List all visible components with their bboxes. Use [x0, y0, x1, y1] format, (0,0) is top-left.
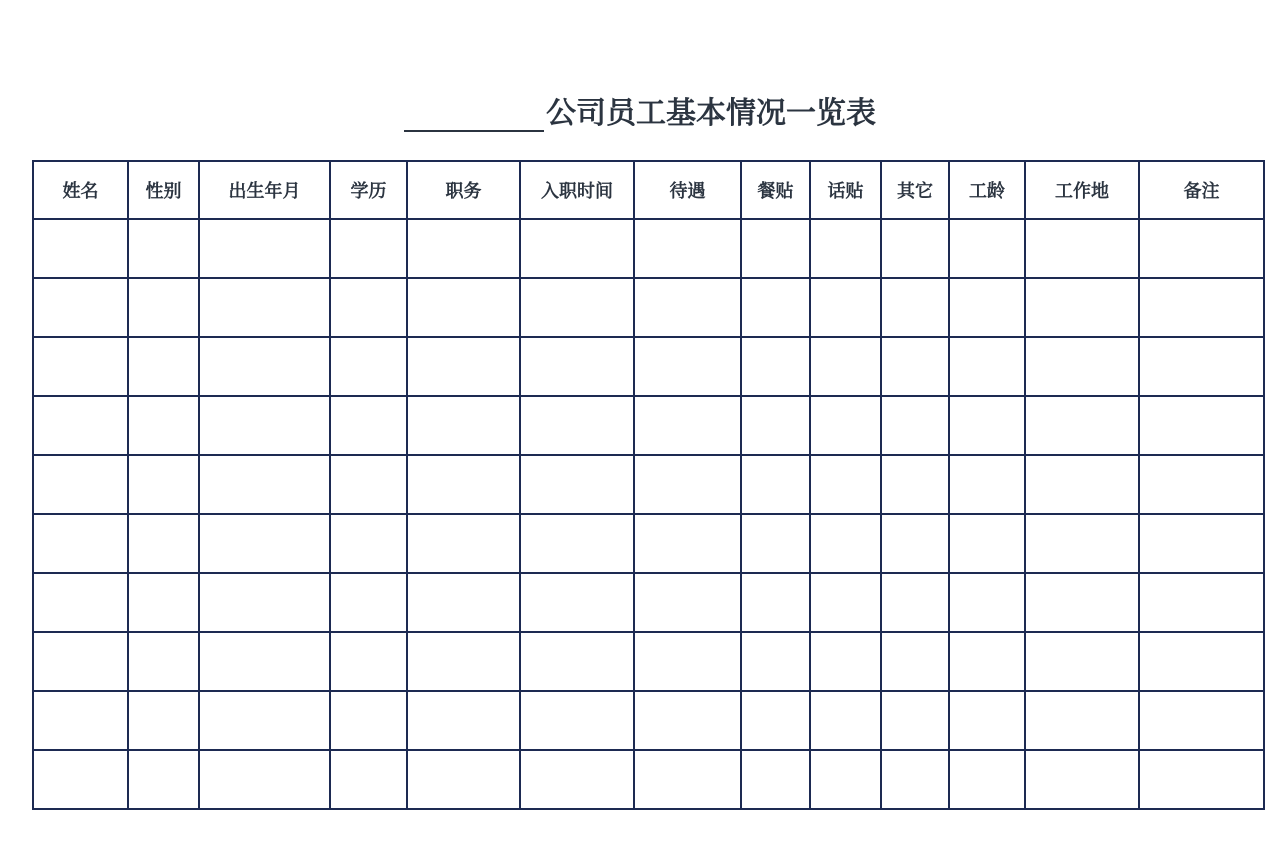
table-cell[interactable]	[741, 337, 810, 396]
table-cell[interactable]	[949, 278, 1025, 337]
table-cell[interactable]	[520, 455, 634, 514]
employee-table	[32, 160, 1265, 810]
table-cell[interactable]	[881, 278, 949, 337]
column-header-phone-allowance: 话贴	[810, 161, 881, 219]
table-cell[interactable]	[810, 455, 881, 514]
table-cell[interactable]	[128, 691, 199, 750]
table-cell[interactable]	[881, 337, 949, 396]
table-cell[interactable]	[199, 632, 330, 691]
table-cell[interactable]	[634, 337, 741, 396]
table-cell[interactable]	[33, 573, 128, 632]
table-cell[interactable]	[1025, 632, 1139, 691]
table-cell[interactable]	[810, 219, 881, 278]
table-cell[interactable]	[1025, 396, 1139, 455]
table-cell[interactable]	[881, 750, 949, 809]
table-cell[interactable]	[128, 750, 199, 809]
table-cell[interactable]	[407, 278, 520, 337]
table-cell[interactable]	[1025, 750, 1139, 809]
table-cell[interactable]	[1139, 632, 1264, 691]
table-cell[interactable]	[128, 219, 199, 278]
table-cell[interactable]	[1139, 514, 1264, 573]
table-cell[interactable]	[741, 455, 810, 514]
table-cell[interactable]	[634, 691, 741, 750]
table-cell[interactable]	[199, 278, 330, 337]
column-header-position: 职务	[407, 161, 520, 219]
table-cell[interactable]	[520, 632, 634, 691]
table-cell[interactable]	[1139, 396, 1264, 455]
table-cell[interactable]	[407, 514, 520, 573]
table-cell[interactable]	[881, 514, 949, 573]
table-cell[interactable]	[33, 750, 128, 809]
table-cell[interactable]	[741, 632, 810, 691]
table-cell[interactable]	[33, 514, 128, 573]
column-header-education: 学历	[330, 161, 407, 219]
table-cell[interactable]	[520, 514, 634, 573]
table-cell[interactable]	[33, 632, 128, 691]
column-header-seniority: 工龄	[949, 161, 1025, 219]
table-cell[interactable]	[407, 750, 520, 809]
table-cell[interactable]	[33, 278, 128, 337]
table-cell[interactable]	[33, 455, 128, 514]
table-cell[interactable]	[741, 573, 810, 632]
table-cell[interactable]	[634, 278, 741, 337]
table-cell[interactable]	[1025, 455, 1139, 514]
table-row	[33, 514, 1264, 573]
column-header-birth-date: 出生年月	[199, 161, 330, 219]
table-cell[interactable]	[741, 396, 810, 455]
table-cell[interactable]	[407, 219, 520, 278]
table-cell[interactable]	[199, 337, 330, 396]
table-cell[interactable]	[810, 514, 881, 573]
table-cell[interactable]	[330, 750, 407, 809]
table-cell[interactable]	[330, 219, 407, 278]
column-header-gender: 性别	[128, 161, 199, 219]
table-cell[interactable]	[810, 750, 881, 809]
table-cell[interactable]	[949, 691, 1025, 750]
table-cell[interactable]	[520, 750, 634, 809]
table-cell[interactable]	[199, 514, 330, 573]
table-cell[interactable]	[810, 337, 881, 396]
table-cell[interactable]	[741, 750, 810, 809]
table-cell[interactable]	[1139, 278, 1264, 337]
table-cell[interactable]	[1025, 337, 1139, 396]
table-cell[interactable]	[33, 219, 128, 278]
table-cell[interactable]	[634, 632, 741, 691]
table-cell[interactable]	[33, 396, 128, 455]
table-cell[interactable]	[199, 219, 330, 278]
table-cell[interactable]	[949, 750, 1025, 809]
table-cell[interactable]	[881, 219, 949, 278]
table-cell[interactable]	[1139, 455, 1264, 514]
table-cell[interactable]	[634, 219, 741, 278]
table-cell[interactable]	[949, 219, 1025, 278]
table-cell[interactable]	[330, 337, 407, 396]
table-cell[interactable]	[128, 337, 199, 396]
table-cell[interactable]	[330, 396, 407, 455]
table-cell[interactable]	[810, 573, 881, 632]
table-cell[interactable]	[330, 278, 407, 337]
table-cell[interactable]	[128, 455, 199, 514]
table-cell[interactable]	[407, 691, 520, 750]
table-cell[interactable]	[881, 455, 949, 514]
table-header-row	[33, 161, 1264, 219]
column-header-name: 姓名	[33, 161, 128, 219]
column-header-remarks: 备注	[1139, 161, 1264, 219]
table-cell[interactable]	[520, 278, 634, 337]
table-cell[interactable]	[128, 278, 199, 337]
table-cell[interactable]	[330, 632, 407, 691]
table-cell[interactable]	[330, 455, 407, 514]
table-cell[interactable]	[330, 691, 407, 750]
table-cell[interactable]	[741, 691, 810, 750]
table-cell[interactable]	[949, 337, 1025, 396]
column-header-hire-date: 入职时间	[520, 161, 634, 219]
table-cell[interactable]	[33, 691, 128, 750]
table-row	[33, 573, 1264, 632]
column-header-other: 其它	[881, 161, 949, 219]
table-cell[interactable]	[128, 573, 199, 632]
column-header-meal-allowance: 餐贴	[741, 161, 810, 219]
table-row	[33, 219, 1264, 278]
table-cell[interactable]	[1025, 691, 1139, 750]
table-row	[33, 455, 1264, 514]
table-cell[interactable]	[810, 396, 881, 455]
table-cell[interactable]	[520, 337, 634, 396]
table-cell[interactable]	[128, 632, 199, 691]
table-cell[interactable]	[199, 691, 330, 750]
table-cell[interactable]	[949, 455, 1025, 514]
table-cell[interactable]	[407, 573, 520, 632]
table-cell[interactable]	[949, 396, 1025, 455]
table-cell[interactable]	[881, 396, 949, 455]
column-header-work-location: 工作地	[1025, 161, 1139, 219]
table-cell[interactable]	[1139, 337, 1264, 396]
table-cell[interactable]	[949, 514, 1025, 573]
table-cell[interactable]	[881, 691, 949, 750]
table-row	[33, 750, 1264, 809]
table-cell[interactable]	[881, 632, 949, 691]
table-cell[interactable]	[810, 632, 881, 691]
table-row	[33, 691, 1264, 750]
table-cell[interactable]	[330, 514, 407, 573]
table-cell[interactable]	[949, 573, 1025, 632]
table-cell[interactable]	[949, 632, 1025, 691]
table-cell[interactable]	[128, 514, 199, 573]
table-cell[interactable]	[407, 632, 520, 691]
table-cell[interactable]	[33, 337, 128, 396]
table-cell[interactable]	[1139, 750, 1264, 809]
table-cell[interactable]	[199, 750, 330, 809]
table-cell[interactable]	[1139, 573, 1264, 632]
table-cell[interactable]	[407, 455, 520, 514]
table-cell[interactable]	[881, 573, 949, 632]
table-cell[interactable]	[199, 455, 330, 514]
table-cell[interactable]	[634, 750, 741, 809]
table-cell[interactable]	[520, 219, 634, 278]
table-cell[interactable]	[634, 573, 741, 632]
table-cell[interactable]	[407, 337, 520, 396]
table-body	[33, 219, 1264, 809]
table-cell[interactable]	[1139, 691, 1264, 750]
document-title	[0, 96, 1280, 132]
table-cell[interactable]	[1025, 219, 1139, 278]
table-cell[interactable]	[520, 691, 634, 750]
table-cell[interactable]	[1025, 573, 1139, 632]
table-cell[interactable]	[741, 219, 810, 278]
company-name-blank[interactable]	[404, 96, 544, 132]
column-header-salary: 待遇	[634, 161, 741, 219]
table-cell[interactable]	[634, 514, 741, 573]
table-cell[interactable]	[199, 573, 330, 632]
table-cell[interactable]	[634, 396, 741, 455]
table-cell[interactable]	[520, 396, 634, 455]
table-row	[33, 278, 1264, 337]
table-cell[interactable]	[407, 396, 520, 455]
table-row	[33, 337, 1264, 396]
table-cell[interactable]	[810, 278, 881, 337]
table-cell[interactable]	[810, 691, 881, 750]
table-cell[interactable]	[330, 573, 407, 632]
table-cell[interactable]	[741, 278, 810, 337]
table-cell[interactable]	[199, 396, 330, 455]
table-row	[33, 396, 1264, 455]
table-cell[interactable]	[1025, 278, 1139, 337]
table-cell[interactable]	[634, 455, 741, 514]
table-cell[interactable]	[1025, 514, 1139, 573]
table-row	[33, 632, 1264, 691]
table-cell[interactable]	[1139, 219, 1264, 278]
table-cell[interactable]	[520, 573, 634, 632]
page-title: 公司员工基本情况一览表	[546, 96, 876, 131]
table-cell[interactable]	[128, 396, 199, 455]
table-cell[interactable]	[741, 514, 810, 573]
